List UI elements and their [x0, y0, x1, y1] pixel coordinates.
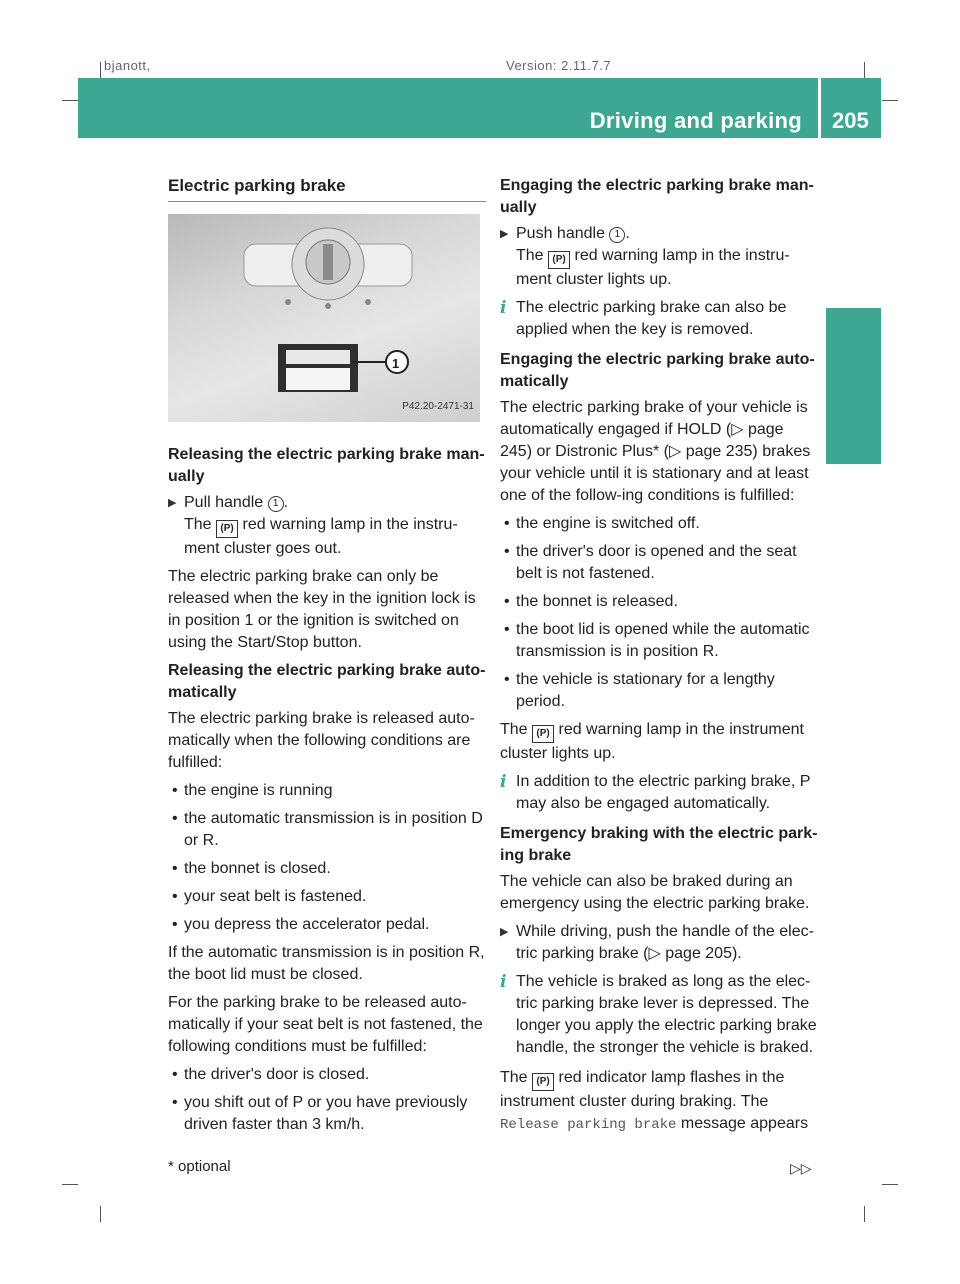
list-item: • the driver's door is closed.	[168, 1064, 486, 1086]
list-item: • the boot lid is opened while the automatic transmission is in position R.	[500, 619, 818, 663]
list-item: • the bonnet is closed.	[168, 858, 486, 880]
footnote: * optional	[168, 1158, 231, 1175]
callout-number: 1	[609, 227, 625, 243]
paragraph: If the automatic transmission is in position R, the boot lid must be closed.	[168, 944, 485, 983]
crop-mark	[882, 100, 898, 101]
info-note: i The electric parking brake can also be applied when the key is removed.	[500, 298, 787, 338]
heading-engage-manual: Engaging the electric parking brake man-ually	[500, 177, 814, 216]
list-item: • the engine is switched off.	[500, 513, 818, 535]
parking-brake-photo	[168, 214, 480, 422]
crop-mark	[864, 62, 865, 78]
list-item: • the automatic transmission is in position D or R.	[168, 808, 486, 852]
list-item: • the bonnet is released.	[500, 591, 818, 613]
paragraph: For the parking brake to be released auto-matically if your seat belt is not fastened, the following conditions must be fulfilled:	[168, 994, 483, 1055]
list-item: • the driver's door is opened and the seat belt is not fastened.	[500, 541, 818, 585]
heading-emergency-braking: Emergency braking with the electric park-ing brake	[500, 825, 818, 864]
header-meta-left: bjanott,	[104, 58, 151, 73]
instruction-step: ▶ Push handle 1 . The (P) red warning lamp in the instru-ment cluster lights up.	[500, 223, 818, 291]
paragraph: The vehicle can also be braked during an emergency using the electric parking brake.	[500, 873, 810, 912]
heading-release-auto: Releasing the electric parking brake auto-matically	[168, 662, 486, 701]
page-title: Driving and parking	[589, 108, 802, 133]
callout-number: 1	[268, 496, 284, 512]
parking-brake-icon: (P)	[216, 520, 238, 538]
right-column	[500, 175, 818, 1142]
side-tab-label: Controls	[833, 353, 863, 460]
photo-callout-number: 1	[392, 356, 400, 371]
section-title: Electric parking brake	[168, 175, 486, 202]
paragraph: The (P) red indicator lamp flashes in the instrument cluster during braking. The Release parking brake message appears	[500, 1069, 809, 1133]
info-note: i The vehicle is braked as long as the elec-tric parking brake lever is depressed. The longer you apply the electric parking brake handle, the stronger the vehicle is braked.	[500, 972, 817, 1056]
list-item: • your seat belt is fastened.	[168, 886, 486, 908]
paragraph: The electric parking brake of your vehicle is automatically engaged if HOLD (▷ page 245) or Distronic Plus* (▷ page 235) brakes your vehicle until it is stationary and at least one of the follow-ing conditions is fulfilled:	[500, 399, 811, 504]
instruction-step: ▶ While driving, push the handle of the elec-tric parking brake (▷ page 205).	[500, 921, 818, 965]
info-icon: i	[500, 972, 507, 992]
parking-brake-icon: (P)	[532, 1073, 554, 1091]
header-separator	[818, 78, 821, 138]
display-message: Release parking brake	[500, 1117, 677, 1133]
paragraph: The (P) red warning lamp in the instrument cluster lights up.	[500, 721, 804, 762]
crop-mark	[100, 62, 101, 78]
heading-engage-auto: Engaging the electric parking brake auto-matically	[500, 351, 815, 390]
list-item: • you shift out of P or you have previously driven faster than 3 km/h.	[168, 1092, 486, 1136]
header-meta-right: Version: 2.11.7.7	[506, 58, 612, 73]
crop-mark	[882, 1184, 898, 1185]
photo-reference: P42.20-2471-31	[402, 401, 474, 412]
heading-release-manual: Releasing the electric parking brake man-ually	[168, 446, 485, 485]
paragraph: The electric parking brake is released auto-matically when the following conditions are fulfilled:	[168, 710, 475, 771]
crop-mark	[100, 1206, 101, 1222]
dashboard-illustration	[168, 214, 480, 422]
continued-arrow-icon: ▷▷	[790, 1160, 812, 1176]
list-item: • the vehicle is stationary for a lengthy period.	[500, 669, 818, 713]
info-icon: i	[500, 298, 507, 318]
parking-brake-icon: (P)	[548, 251, 570, 269]
crop-mark	[864, 1206, 865, 1222]
crop-mark	[62, 1184, 78, 1185]
parking-brake-icon: (P)	[532, 725, 554, 743]
crop-mark	[62, 100, 78, 101]
instruction-step: ▶ Pull handle 1 . The (P) red warning lamp in the instru-ment cluster goes out.	[168, 492, 486, 560]
page-number: 205	[832, 108, 869, 133]
left-column	[168, 175, 486, 1142]
info-icon: i	[500, 772, 507, 792]
list-item: • the engine is running	[168, 780, 486, 802]
paragraph: The electric parking brake can only be released when the key in the ignition lock is in position 1 or the ignition is switched on using the Start/Stop button.	[168, 568, 476, 651]
info-note: i In addition to the electric parking brake, P may also be engaged automatically.	[500, 772, 811, 812]
list-item: • you depress the accelerator pedal.	[168, 914, 486, 936]
